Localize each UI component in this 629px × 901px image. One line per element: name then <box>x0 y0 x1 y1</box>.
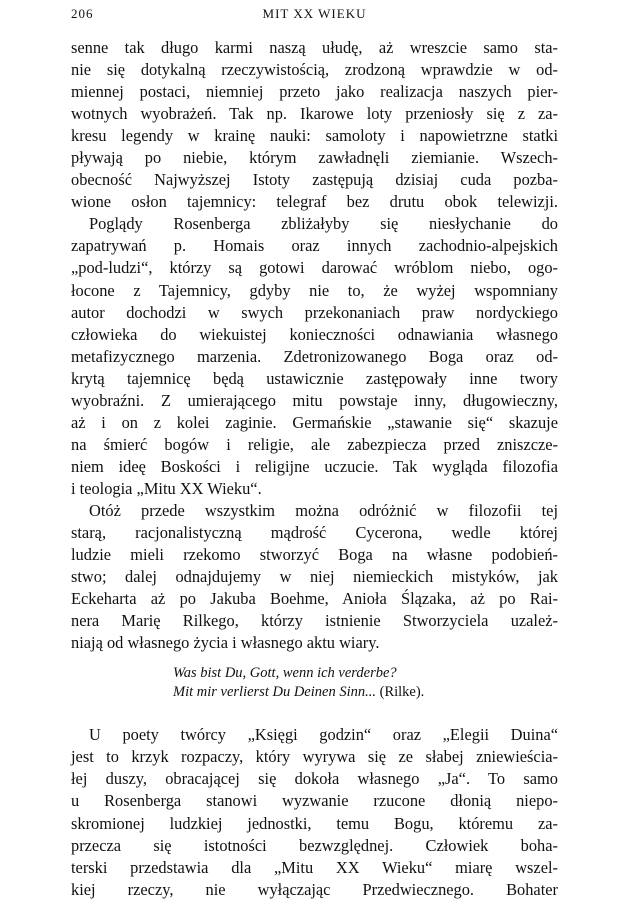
text-line: pływają po niebie, którym zawładnęli ziemianie. Wszech- <box>71 148 558 168</box>
quote-text: Was bist Du, Gott, wenn ich verderbe? <box>173 665 397 682</box>
paragraph-1 <box>71 37 558 213</box>
text-line: jest to krzyk rozpaczy, który wyrywa się ze słabej zniewieścia- <box>71 747 558 767</box>
page-header <box>71 4 558 26</box>
text-line: miennej postaci, niemniej przeto jako realizacja naszych pier- <box>71 82 558 102</box>
text-line: stwo; dalej odnajdujemy w niej niemieckich mistyków, jak <box>71 567 558 587</box>
text-line: przecza się istotności bezwzględnej. Człowiek boha- <box>71 835 558 855</box>
text-line: starą, racjonalistyczną mądrość Cycerona, wedle której <box>71 523 558 543</box>
text-line: senne tak długo karmi naszą ułudę, aż wreszcie samo sta- <box>71 38 558 57</box>
quote-text: Mit mir verlierst Du Deinen Sinn... <box>173 684 376 701</box>
text-line: Otóż przede wszystkim można odróżnić w filozofii tej <box>89 500 558 520</box>
paragraph-4 <box>71 724 558 900</box>
text-line: na śmierć bogów i religie, ale zabezpiecza przed zniszcze- <box>71 434 558 454</box>
text-line: łej duszy, obracającej się dokoła własnego „Ja“. To samo <box>71 769 558 789</box>
paragraph-3 <box>71 500 558 654</box>
paragraph-2 <box>71 213 558 500</box>
spacer <box>71 702 558 724</box>
text-line: „pod-ludzi“, którzy są gotowi darować wróblom niebo, ogo- <box>71 258 558 278</box>
page-number: 206 <box>71 6 94 21</box>
quote-attribution: (Rilke). <box>375 684 425 701</box>
text-line: niają od własnego życia i własnego aktu wiary. <box>71 633 380 653</box>
text-line: kresu legendy w krainę nauki: samoloty i napowietrzne statki <box>71 126 558 146</box>
text-line: wotnych wyobrażeń. Tak np. Ikarowe loty przeniosły się z za- <box>71 104 558 124</box>
quote-line <box>173 683 558 702</box>
text-line: aż i on z kolei zaginie. Germańskie „stawanie się“ skazuje <box>71 412 558 432</box>
text-line: metafizycznego marzenia. Zdetronizowanego Boga oraz od- <box>71 346 558 366</box>
text-line: łocone z Tajemnicy, gdyby nie to, że wyżej wspomniany <box>71 280 558 300</box>
verse-quote <box>71 664 558 702</box>
text-line: nie się dotykalną rzeczywistością, zrodzoną wprawdzie w od- <box>71 60 558 80</box>
text-line: Poglądy Rosenberga zbliżałyby się niesłychanie do <box>89 214 558 234</box>
text-line: i teologia „Mitu XX Wieku“. <box>71 478 262 498</box>
text-line: niem ideę Boskości i religijne uczucie. Tak wygląda filozofia <box>71 456 558 476</box>
text-line: terski przedstawia dla „Mitu XX Wieku“ miarę wszel- <box>71 857 558 877</box>
text-line: autor dochodzi w swych przekonaniach praw nordyckiego <box>71 302 558 322</box>
text-line: ludzie mieli rzekomo stworzyć Boga na własne podobień- <box>71 545 558 565</box>
text-line: wione osłon tajemnicy: telegraf bez drutu obok telewizji. <box>71 192 558 212</box>
text-line: zapatrywań p. Homais oraz innych zachodnio-alpejskich <box>71 236 558 256</box>
text-line: U poety twórcy „Księgi godzin“ oraz „Elegii Duina“ <box>89 725 558 745</box>
running-title: MIT XX WIEKU <box>262 6 367 21</box>
body-text <box>71 37 558 901</box>
text-line: wyobraźni. Z umierającego mitu powstaje inny, długowieczny, <box>71 390 558 410</box>
quote-line <box>173 664 558 683</box>
text-line: Eckeharta aż po Jakuba Boehme, Anioła Ślązaka, aż po Rai- <box>71 589 558 609</box>
text-line: krytą tajemnicę będą ustawicznie zastępowały inne twory <box>71 368 558 388</box>
spacer <box>71 654 558 664</box>
text-line: obecność Najwyższej Istoty zastępują dzisiaj cuda pozba- <box>71 170 558 190</box>
text-line: nera Marię Rilkego, którzy istnienie Stworzyciela uzależ- <box>71 611 558 631</box>
text-line: u Rosenberga stanowi wyzwanie rzucone dłonią niepo- <box>71 791 558 811</box>
text-line: człowieka do wiekuistej konieczności odnawiania własnego <box>71 324 558 344</box>
text-line: skromionej ludzkiej jednostki, temu Bogu, któremu za- <box>71 813 558 833</box>
text-line: kiej rzeczy, nie wyłączając Przedwiecznego. Bohater <box>71 879 558 899</box>
